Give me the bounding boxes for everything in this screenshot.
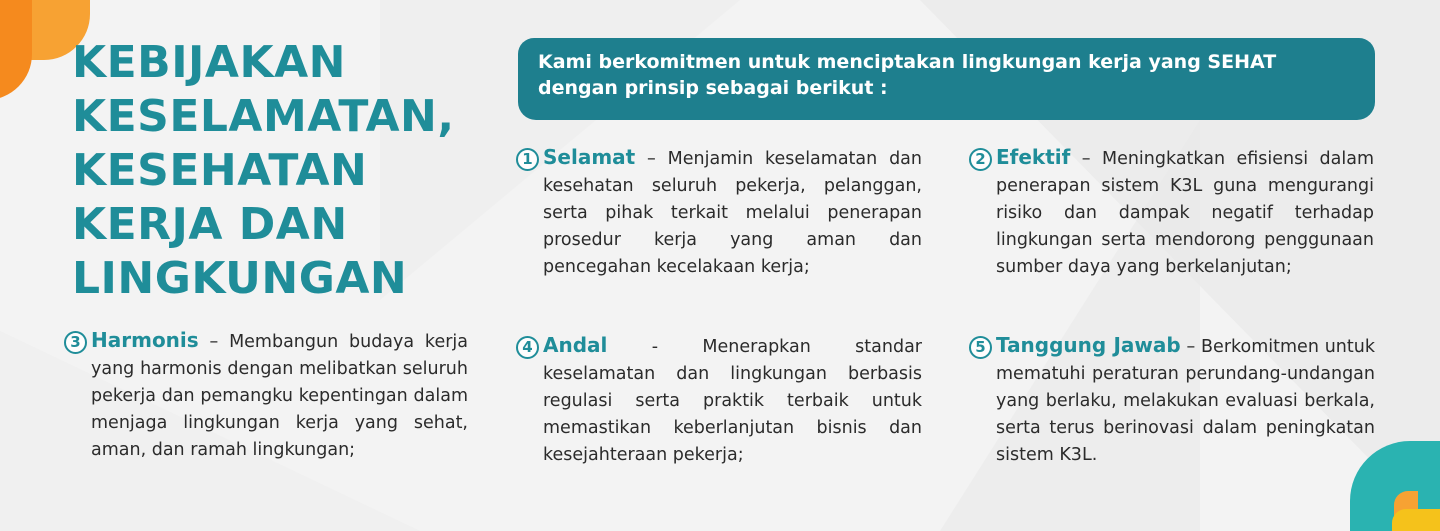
principle-keyword: Andal bbox=[543, 333, 608, 357]
principle-description: – Membangun budaya kerja yang harmonis dengan melibatkan seluruh pekerja dan pemangku kepentingan dalam menjaga lingkungan kerja yang sehat, aman, dan ramah lingkungan; bbox=[91, 332, 468, 460]
principle-text bbox=[91, 327, 468, 464]
page-title bbox=[72, 36, 455, 306]
principle-text bbox=[996, 332, 1375, 469]
principle-item-efektif bbox=[969, 144, 1374, 281]
number-4-icon: 4 bbox=[516, 336, 539, 359]
number-5-icon: 5 bbox=[969, 336, 992, 359]
principle-item-andal bbox=[516, 332, 922, 469]
number-2-icon: 2 bbox=[969, 148, 992, 171]
title-line: KEBIJAKAN bbox=[72, 37, 346, 88]
principle-description: - Menerapkan standar keselamatan dan lingkungan berbasis regulasi serta praktik terbaik untuk memastikan keberlanjutan bisnis dan kesejahteraan pekerja; bbox=[543, 337, 922, 465]
title-line: KESELAMATAN, bbox=[72, 91, 455, 142]
commitment-banner bbox=[518, 38, 1375, 120]
principle-description: – Meningkatkan efisiensi dalam penerapan sistem K3L guna mengurangi risiko dan dampak negatif terhadap lingkungan serta mendorong penggunaan sumber daya yang berkelanjutan; bbox=[996, 149, 1374, 277]
principle-keyword: Efektif bbox=[996, 145, 1071, 169]
principle-keyword: Tanggung Jawab bbox=[996, 333, 1181, 357]
banner-line-2: dengan prinsip sebagai berikut : bbox=[538, 77, 888, 99]
title-line: LINGKUNGAN bbox=[72, 253, 408, 304]
title-line: KESEHATAN bbox=[72, 145, 368, 196]
number-3-icon: 3 bbox=[64, 331, 87, 354]
principle-text bbox=[543, 332, 922, 469]
principle-item-selamat bbox=[516, 144, 922, 281]
principle-text bbox=[996, 144, 1374, 281]
principle-description: – Menjamin keselamatan dan kesehatan seluruh pekerja, pelanggan, serta pihak terkait melalui penerapan prosedur kerja yang aman dan pencegahan kecelakaan kerja; bbox=[543, 149, 922, 277]
number-1-icon: 1 bbox=[516, 148, 539, 171]
principle-keyword: Harmonis bbox=[91, 328, 199, 352]
principle-keyword: Selamat bbox=[543, 145, 636, 169]
principle-description: – Berkomitmen untuk mematuhi peraturan perundang-undangan yang berlaku, melakukan evaluasi berkala, serta terus berinovasi dalam peningkatan sistem K3L. bbox=[996, 337, 1375, 465]
principle-item-harmonis bbox=[64, 327, 468, 464]
principle-item-tanggung-jawab bbox=[969, 332, 1375, 469]
banner-line-1: Kami berkomitmen untuk menciptakan lingkungan kerja yang SEHAT bbox=[538, 51, 1277, 73]
corner-decoration-yellow bbox=[1392, 509, 1440, 531]
principle-text bbox=[543, 144, 922, 281]
title-line: KERJA DAN bbox=[72, 199, 348, 250]
